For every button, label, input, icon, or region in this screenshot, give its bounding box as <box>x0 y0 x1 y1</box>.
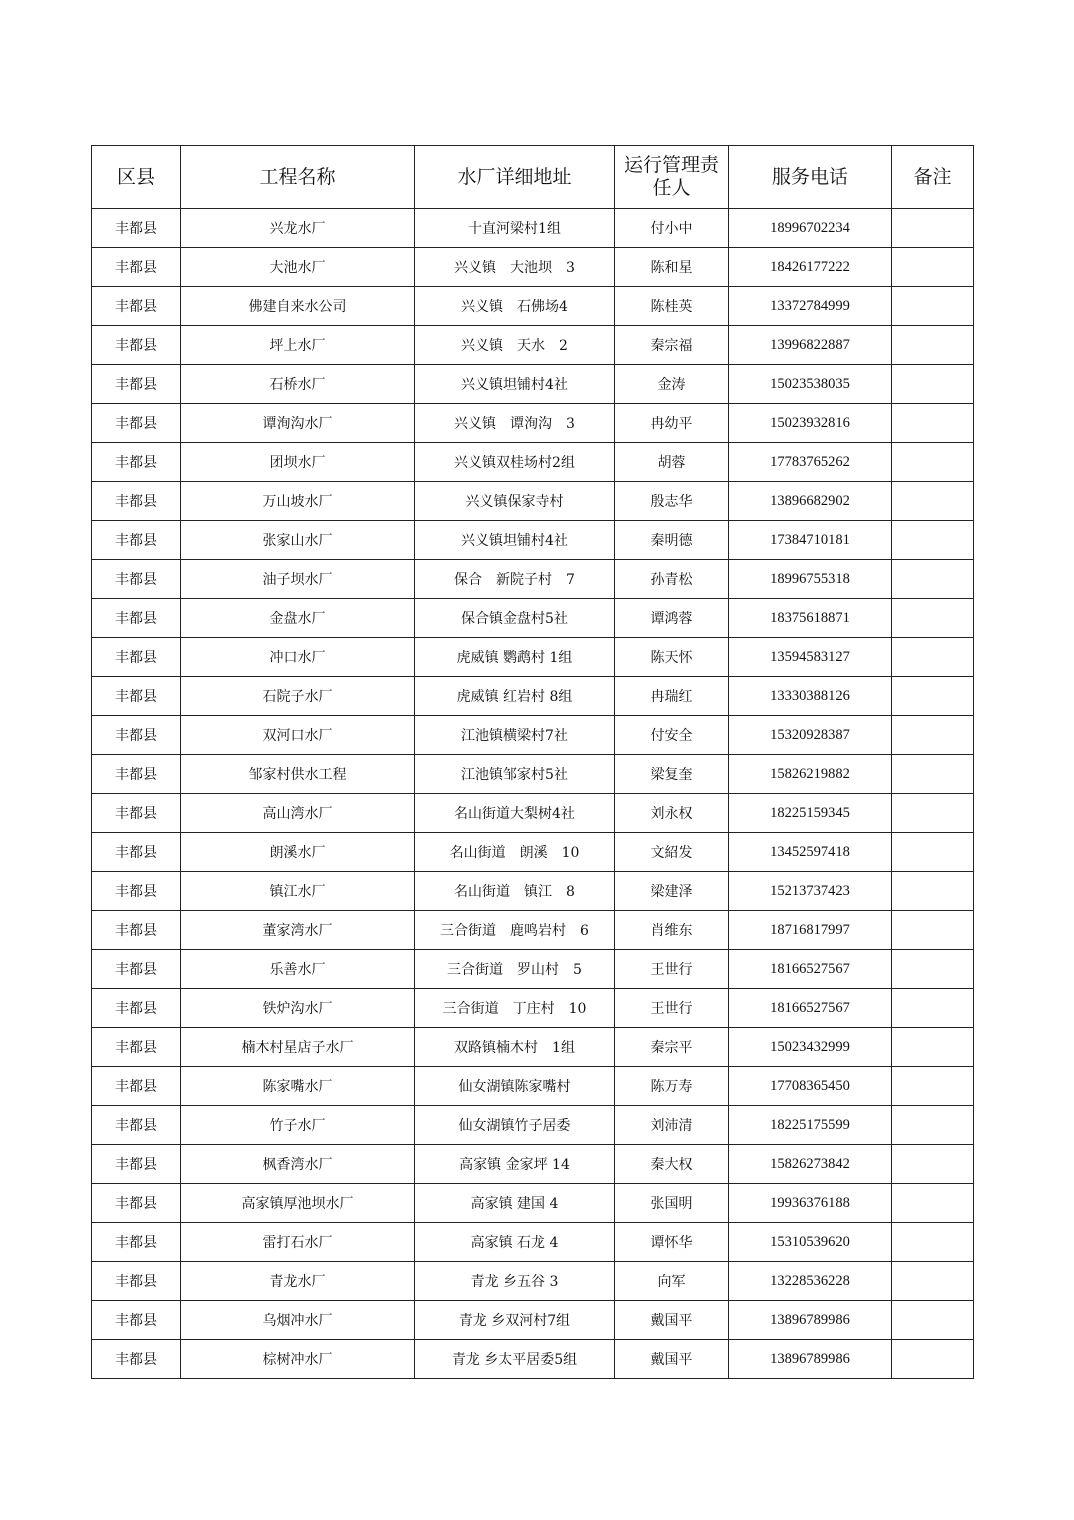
cell-plant-address: 名山街道 朗溪 10 <box>415 833 615 872</box>
cell-plant-address: 江池镇邹家村5社 <box>415 755 615 794</box>
cell-service-phone: 15310539620 <box>729 1223 892 1262</box>
cell-project-name: 铁炉沟水厂 <box>181 989 415 1028</box>
cell-plant-address: 兴义镇坦铺村4社 <box>415 365 615 404</box>
cell-project-name: 油子坝水厂 <box>181 560 415 599</box>
cell-plant-address: 高家镇 石龙 4 <box>415 1223 615 1262</box>
cell-plant-address: 保合镇金盘村5社 <box>415 599 615 638</box>
table-row <box>92 599 974 638</box>
cell-plant-address: 三合街道 罗山村 5 <box>415 950 615 989</box>
cell-remarks <box>892 482 974 521</box>
cell-project-name: 金盘水厂 <box>181 599 415 638</box>
cell-project-name: 高家镇厚池坝水厂 <box>181 1184 415 1223</box>
table-row <box>92 365 974 404</box>
cell-plant-address: 兴义镇 大池坝 3 <box>415 248 615 287</box>
header-service-phone: 服务电话 <box>729 146 892 209</box>
cell-service-phone: 13594583127 <box>729 638 892 677</box>
header-county: 区县 <box>92 146 181 209</box>
table-row <box>92 755 974 794</box>
cell-remarks <box>892 1145 974 1184</box>
cell-plant-address: 兴义镇 谭洵沟 3 <box>415 404 615 443</box>
cell-service-phone: 13996822887 <box>729 326 892 365</box>
cell-project-name: 镇江水厂 <box>181 872 415 911</box>
cell-project-name: 乌烟冲水厂 <box>181 1301 415 1340</box>
cell-remarks <box>892 1067 974 1106</box>
cell-county: 丰都县 <box>92 1262 181 1301</box>
cell-plant-address: 虎威镇 鹦鹉村 1组 <box>415 638 615 677</box>
cell-service-phone: 18426177222 <box>729 248 892 287</box>
cell-responsible-person: 肖维东 <box>615 911 729 950</box>
cell-remarks <box>892 599 974 638</box>
cell-service-phone: 15023432999 <box>729 1028 892 1067</box>
cell-service-phone: 13372784999 <box>729 287 892 326</box>
cell-county: 丰都县 <box>92 638 181 677</box>
cell-responsible-person: 谭鸿蓉 <box>615 599 729 638</box>
cell-county: 丰都县 <box>92 209 181 248</box>
cell-remarks <box>892 794 974 833</box>
cell-remarks <box>892 1340 974 1379</box>
header-plant-address: 水厂详细地址 <box>415 146 615 209</box>
cell-responsible-person: 梁复奎 <box>615 755 729 794</box>
cell-remarks <box>892 287 974 326</box>
table-row <box>92 794 974 833</box>
table-row <box>92 560 974 599</box>
table-row <box>92 638 974 677</box>
cell-county: 丰都县 <box>92 365 181 404</box>
table-row <box>92 1145 974 1184</box>
cell-remarks <box>892 443 974 482</box>
cell-remarks <box>892 404 974 443</box>
cell-county: 丰都县 <box>92 248 181 287</box>
cell-plant-address: 江池镇横梁村7社 <box>415 716 615 755</box>
cell-project-name: 石院子水厂 <box>181 677 415 716</box>
header-responsible-person: 运行管理责任人 <box>615 146 729 209</box>
cell-service-phone: 13228536228 <box>729 1262 892 1301</box>
cell-county: 丰都县 <box>92 872 181 911</box>
table-row <box>92 989 974 1028</box>
cell-service-phone: 18225159345 <box>729 794 892 833</box>
cell-plant-address: 保合 新院子村 7 <box>415 560 615 599</box>
cell-service-phone: 15023932816 <box>729 404 892 443</box>
cell-service-phone: 18996702234 <box>729 209 892 248</box>
cell-remarks <box>892 638 974 677</box>
cell-county: 丰都县 <box>92 482 181 521</box>
cell-plant-address: 虎威镇 红岩村 8组 <box>415 677 615 716</box>
cell-plant-address: 兴义镇 石佛场4 <box>415 287 615 326</box>
cell-remarks <box>892 716 974 755</box>
cell-service-phone: 18996755318 <box>729 560 892 599</box>
cell-responsible-person: 刘永权 <box>615 794 729 833</box>
cell-responsible-person: 王世行 <box>615 950 729 989</box>
cell-remarks <box>892 521 974 560</box>
cell-plant-address: 十直河梁村1组 <box>415 209 615 248</box>
cell-responsible-person: 付小中 <box>615 209 729 248</box>
cell-remarks <box>892 365 974 404</box>
cell-service-phone: 15023538035 <box>729 365 892 404</box>
cell-project-name: 枫香湾水厂 <box>181 1145 415 1184</box>
cell-county: 丰都县 <box>92 1184 181 1223</box>
cell-responsible-person: 梁建泽 <box>615 872 729 911</box>
cell-service-phone: 18375618871 <box>729 599 892 638</box>
cell-remarks <box>892 1028 974 1067</box>
cell-service-phone: 15320928387 <box>729 716 892 755</box>
cell-remarks <box>892 872 974 911</box>
cell-plant-address: 三合街道 鹿鸣岩村 6 <box>415 911 615 950</box>
cell-service-phone: 13330388126 <box>729 677 892 716</box>
cell-service-phone: 18166527567 <box>729 950 892 989</box>
cell-responsible-person: 向军 <box>615 1262 729 1301</box>
cell-responsible-person: 秦宗平 <box>615 1028 729 1067</box>
table-row <box>92 1301 974 1340</box>
cell-plant-address: 仙女湖镇竹子居委 <box>415 1106 615 1145</box>
cell-responsible-person: 王世行 <box>615 989 729 1028</box>
cell-service-phone: 17783765262 <box>729 443 892 482</box>
cell-service-phone: 17384710181 <box>729 521 892 560</box>
cell-county: 丰都县 <box>92 1067 181 1106</box>
cell-plant-address: 青龙 乡太平居委5组 <box>415 1340 615 1379</box>
cell-county: 丰都县 <box>92 911 181 950</box>
cell-remarks <box>892 950 974 989</box>
cell-county: 丰都县 <box>92 950 181 989</box>
cell-plant-address: 兴义镇保家寺村 <box>415 482 615 521</box>
cell-project-name: 高山湾水厂 <box>181 794 415 833</box>
cell-county: 丰都县 <box>92 1340 181 1379</box>
cell-project-name: 棕树冲水厂 <box>181 1340 415 1379</box>
cell-remarks <box>892 1106 974 1145</box>
cell-project-name: 大池水厂 <box>181 248 415 287</box>
cell-responsible-person: 胡蓉 <box>615 443 729 482</box>
cell-service-phone: 15826219882 <box>729 755 892 794</box>
cell-county: 丰都县 <box>92 404 181 443</box>
header-remarks: 备注 <box>892 146 974 209</box>
cell-responsible-person: 秦大权 <box>615 1145 729 1184</box>
table-row <box>92 1262 974 1301</box>
cell-responsible-person: 谭怀华 <box>615 1223 729 1262</box>
cell-county: 丰都县 <box>92 1223 181 1262</box>
cell-remarks <box>892 1301 974 1340</box>
table-row <box>92 1223 974 1262</box>
cell-project-name: 团坝水厂 <box>181 443 415 482</box>
table-row <box>92 911 974 950</box>
table-row <box>92 872 974 911</box>
header-row <box>92 146 974 209</box>
cell-service-phone: 15826273842 <box>729 1145 892 1184</box>
cell-project-name: 楠木村星店子水厂 <box>181 1028 415 1067</box>
table-row <box>92 287 974 326</box>
cell-project-name: 董家湾水厂 <box>181 911 415 950</box>
cell-service-phone: 15213737423 <box>729 872 892 911</box>
table-row <box>92 404 974 443</box>
table-header <box>92 146 974 209</box>
cell-service-phone: 13896789986 <box>729 1340 892 1379</box>
cell-responsible-person: 陈万寿 <box>615 1067 729 1106</box>
cell-service-phone: 18166527567 <box>729 989 892 1028</box>
cell-responsible-person: 戴国平 <box>615 1301 729 1340</box>
cell-remarks <box>892 677 974 716</box>
table-row <box>92 443 974 482</box>
cell-county: 丰都县 <box>92 560 181 599</box>
table-row <box>92 1340 974 1379</box>
cell-remarks <box>892 1262 974 1301</box>
cell-county: 丰都县 <box>92 794 181 833</box>
cell-plant-address: 双路镇楠木村 1组 <box>415 1028 615 1067</box>
cell-service-phone: 13896789986 <box>729 1301 892 1340</box>
cell-county: 丰都县 <box>92 521 181 560</box>
cell-remarks <box>892 833 974 872</box>
table-row <box>92 248 974 287</box>
cell-responsible-person: 陈天怀 <box>615 638 729 677</box>
cell-plant-address: 兴义镇坦铺村4社 <box>415 521 615 560</box>
cell-project-name: 冲口水厂 <box>181 638 415 677</box>
cell-remarks <box>892 326 974 365</box>
table-row <box>92 209 974 248</box>
cell-county: 丰都县 <box>92 833 181 872</box>
table-body <box>92 209 974 1379</box>
cell-responsible-person: 文紹发 <box>615 833 729 872</box>
cell-county: 丰都县 <box>92 1301 181 1340</box>
table-row <box>92 1067 974 1106</box>
cell-county: 丰都县 <box>92 326 181 365</box>
cell-plant-address: 名山街道大梨树4社 <box>415 794 615 833</box>
cell-county: 丰都县 <box>92 989 181 1028</box>
cell-county: 丰都县 <box>92 443 181 482</box>
cell-service-phone: 19936376188 <box>729 1184 892 1223</box>
cell-project-name: 佛建自来水公司 <box>181 287 415 326</box>
cell-plant-address: 高家镇 金家坪 14 <box>415 1145 615 1184</box>
cell-project-name: 竹子水厂 <box>181 1106 415 1145</box>
cell-plant-address: 名山街道 镇江 8 <box>415 872 615 911</box>
cell-remarks <box>892 1184 974 1223</box>
cell-project-name: 石桥水厂 <box>181 365 415 404</box>
cell-project-name: 坪上水厂 <box>181 326 415 365</box>
cell-service-phone: 17708365450 <box>729 1067 892 1106</box>
cell-county: 丰都县 <box>92 716 181 755</box>
cell-service-phone: 18225175599 <box>729 1106 892 1145</box>
table-row <box>92 1184 974 1223</box>
header-project-name: 工程名称 <box>181 146 415 209</box>
cell-responsible-person: 孙青松 <box>615 560 729 599</box>
cell-service-phone: 13896682902 <box>729 482 892 521</box>
cell-county: 丰都县 <box>92 599 181 638</box>
cell-county: 丰都县 <box>92 1145 181 1184</box>
cell-responsible-person: 秦明德 <box>615 521 729 560</box>
cell-responsible-person: 付安全 <box>615 716 729 755</box>
cell-remarks <box>892 209 974 248</box>
cell-remarks <box>892 248 974 287</box>
table-row <box>92 521 974 560</box>
table-row <box>92 326 974 365</box>
cell-project-name: 邹家村供水工程 <box>181 755 415 794</box>
table-row <box>92 677 974 716</box>
cell-plant-address: 青龙 乡双河村7组 <box>415 1301 615 1340</box>
cell-county: 丰都县 <box>92 1028 181 1067</box>
cell-service-phone: 18716817997 <box>729 911 892 950</box>
cell-project-name: 陈家嘴水厂 <box>181 1067 415 1106</box>
cell-project-name: 万山坡水厂 <box>181 482 415 521</box>
cell-project-name: 谭洵沟水厂 <box>181 404 415 443</box>
cell-responsible-person: 戴国平 <box>615 1340 729 1379</box>
table-row <box>92 716 974 755</box>
cell-project-name: 朗溪水厂 <box>181 833 415 872</box>
water-plant-table <box>91 145 974 1379</box>
cell-responsible-person: 殷志华 <box>615 482 729 521</box>
cell-county: 丰都县 <box>92 677 181 716</box>
cell-remarks <box>892 911 974 950</box>
cell-responsible-person: 刘沛清 <box>615 1106 729 1145</box>
cell-plant-address: 青龙 乡五谷 3 <box>415 1262 615 1301</box>
cell-remarks <box>892 989 974 1028</box>
cell-project-name: 兴龙水厂 <box>181 209 415 248</box>
cell-plant-address: 高家镇 建国 4 <box>415 1184 615 1223</box>
cell-responsible-person: 冉幼平 <box>615 404 729 443</box>
cell-project-name: 乐善水厂 <box>181 950 415 989</box>
cell-responsible-person: 冉瑞红 <box>615 677 729 716</box>
cell-plant-address: 仙女湖镇陈家嘴村 <box>415 1067 615 1106</box>
cell-plant-address: 三合街道 丁庄村 10 <box>415 989 615 1028</box>
cell-responsible-person: 张国明 <box>615 1184 729 1223</box>
cell-project-name: 青龙水厂 <box>181 1262 415 1301</box>
cell-project-name: 雷打石水厂 <box>181 1223 415 1262</box>
cell-responsible-person: 秦宗福 <box>615 326 729 365</box>
cell-remarks <box>892 560 974 599</box>
cell-county: 丰都县 <box>92 287 181 326</box>
cell-project-name: 双河口水厂 <box>181 716 415 755</box>
table-row <box>92 833 974 872</box>
table-row <box>92 1028 974 1067</box>
cell-remarks <box>892 755 974 794</box>
cell-plant-address: 兴义镇双桂场村2组 <box>415 443 615 482</box>
cell-responsible-person: 陈和星 <box>615 248 729 287</box>
table-row <box>92 950 974 989</box>
table-row <box>92 482 974 521</box>
cell-responsible-person: 金涛 <box>615 365 729 404</box>
table-row <box>92 1106 974 1145</box>
cell-county: 丰都县 <box>92 1106 181 1145</box>
cell-project-name: 张家山水厂 <box>181 521 415 560</box>
cell-responsible-person: 陈桂英 <box>615 287 729 326</box>
cell-plant-address: 兴义镇 天水 2 <box>415 326 615 365</box>
cell-county: 丰都县 <box>92 755 181 794</box>
cell-service-phone: 13452597418 <box>729 833 892 872</box>
cell-remarks <box>892 1223 974 1262</box>
